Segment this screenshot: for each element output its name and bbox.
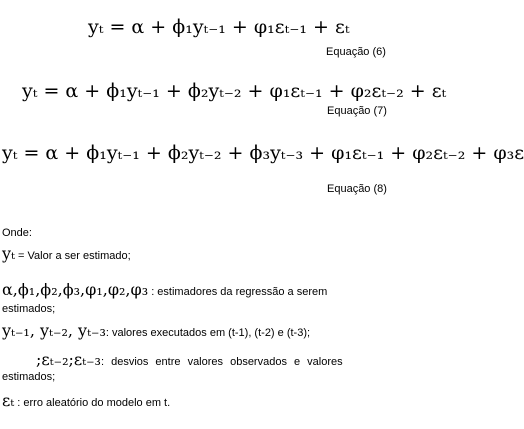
equation-8-label: Equação (8) (327, 183, 387, 195)
equation-7-label: Equação (7) (327, 105, 387, 117)
definition-error (2, 391, 170, 410)
lagged-text: : valores executados em (t-1), (t-2) e (t-3); (105, 327, 311, 339)
estimators-symbol: α,ϕ₁,ϕ₂,ϕ₃,φ₁,φ₂,φ₃ (2, 280, 149, 299)
definition-deviation (36, 350, 343, 369)
equation-8-formula: yₜ = α + ϕ₁yₜ₋₁ + ϕ₂yₜ₋₂ + ϕ₃yₜ₋₃ + φ₁εₜ₋₁ + φ₂εₜ₋₂ + φ₃ε (2, 142, 524, 164)
estimators-text: : estimadores da regressão a serem (148, 286, 328, 298)
definition-estimators (2, 280, 327, 299)
equation-8 (2, 144, 524, 163)
equation-7 (22, 82, 446, 101)
deviation-symbol: ;εₜ₋₂;εₜ₋₃ (36, 350, 101, 369)
deviation-text: : desvios entre valores observados e valores (100, 356, 343, 368)
equation-6 (88, 18, 350, 37)
definitions-heading: Onde: (2, 227, 32, 239)
lagged-symbol: yₜ₋₁, yₜ₋₂, yₜ₋₃ (2, 321, 106, 340)
definition-deviation-cont: estimados; (2, 371, 56, 383)
equation-6-label: Equação (6) (326, 46, 386, 58)
error-text: : erro aleatório do modelo em t. (14, 397, 171, 409)
error-symbol: εₜ (2, 391, 15, 410)
definition-estimators-cont: estimados; (2, 303, 56, 315)
equation-6-formula: yₜ = α + ϕ₁yₜ₋₁ + φ₁εₜ₋₁ + εₜ (88, 16, 350, 38)
y-t-text: = Valor a ser estimado; (14, 250, 131, 262)
definition-lagged (2, 321, 310, 340)
equation-7-formula: yₜ = α + ϕ₁yₜ₋₁ + ϕ₂yₜ₋₂ + φ₁εₜ₋₁ + φ₂εₜ₋₂ + εₜ (22, 80, 447, 102)
y-t-symbol: yₜ (2, 244, 15, 263)
definition-y-t (2, 244, 131, 263)
